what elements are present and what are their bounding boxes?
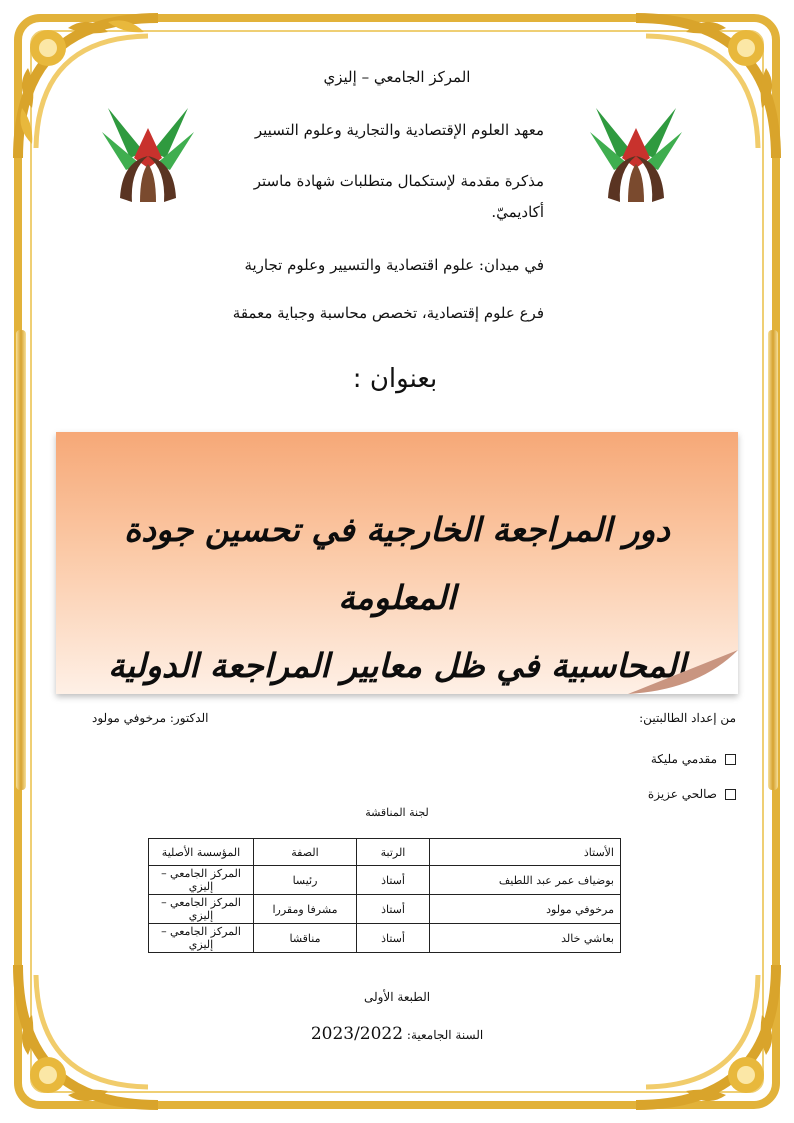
- table-cell: أستاذ: [357, 866, 430, 895]
- thesis-title-line2: المحاسبية في ظل معايير المراجعة الدولية: [108, 646, 686, 685]
- table-cell: المركز الجامعي –إليزي: [149, 866, 254, 895]
- academic-year: [0, 1024, 794, 1044]
- academic-year-label: السنة الجامعية:: [406, 1028, 484, 1042]
- table-cell: أستاذ: [357, 924, 430, 953]
- column-header: الأستاذ: [430, 839, 621, 866]
- university-center-name: المركز الجامعي – إليزي: [323, 68, 471, 86]
- thesis-purpose-line1: مذكرة مقدمة لإستكمال متطلبات شهادة ماستر: [253, 172, 544, 190]
- checkbox-icon: [725, 754, 736, 765]
- academic-year-value: 2023/2022: [310, 1024, 404, 1044]
- column-header: المؤسسة الأصلية: [149, 839, 254, 866]
- checkbox-icon: [725, 789, 736, 800]
- supervisor-name: الدكتور: مرخوفي مولود: [92, 711, 209, 725]
- jury-label: لجنة المناقشة: [365, 806, 429, 819]
- thesis-title-line1: دور المراجعة الخارجية في تحسين جودة المعلومة: [124, 510, 670, 617]
- student-item: [651, 752, 736, 766]
- student-name: مقدمي مليكة: [650, 752, 717, 766]
- student-item: [648, 787, 736, 801]
- page-curl-icon: [628, 650, 738, 694]
- table-cell: المركز الجامعي –إليزي: [149, 924, 254, 953]
- table-header-row: [149, 839, 621, 866]
- jury-table: [148, 838, 621, 953]
- table-row: [149, 895, 621, 924]
- prepared-by-label: من إعداد الطالبتين:: [639, 711, 736, 725]
- table-cell: رئيسا: [254, 866, 357, 895]
- table-cell: مشرفا ومقررا: [254, 895, 357, 924]
- title-banner: [56, 432, 738, 694]
- thesis-purpose-line2: أكاديميّ.: [491, 203, 544, 221]
- table-cell: بعاشي خالد: [430, 924, 621, 953]
- field-of-study: في ميدان: علوم اقتصادية والتسيير وعلوم تجارية: [244, 256, 544, 274]
- title-label: بعنوان :: [352, 364, 438, 394]
- edition-label: الطبعة الأولى: [363, 990, 431, 1004]
- frame-side-ornament-left: [16, 330, 26, 790]
- table-cell: أستاذ: [357, 895, 430, 924]
- branch-specialty: فرع علوم إقتصادية، تخصص محاسبة وجباية معمقة: [232, 304, 544, 322]
- student-name: صالحي عزيزة: [647, 787, 717, 801]
- university-logo-icon: [100, 98, 196, 208]
- table-row: [149, 866, 621, 895]
- column-header: الصفة: [254, 839, 357, 866]
- table-cell: المركز الجامعي –إليزي: [149, 895, 254, 924]
- table-cell: بوضياف عمر عبد اللطيف: [430, 866, 621, 895]
- table-row: [149, 924, 621, 953]
- university-logo-icon: [588, 98, 684, 208]
- table-cell: مرخوفي مولود: [430, 895, 621, 924]
- column-header: الرتبة: [357, 839, 430, 866]
- institute-name: معهد العلوم الإقتصادية والتجارية وعلوم التسيير: [254, 121, 544, 139]
- frame-side-ornament-right: [768, 330, 778, 790]
- table-cell: مناقشا: [254, 924, 357, 953]
